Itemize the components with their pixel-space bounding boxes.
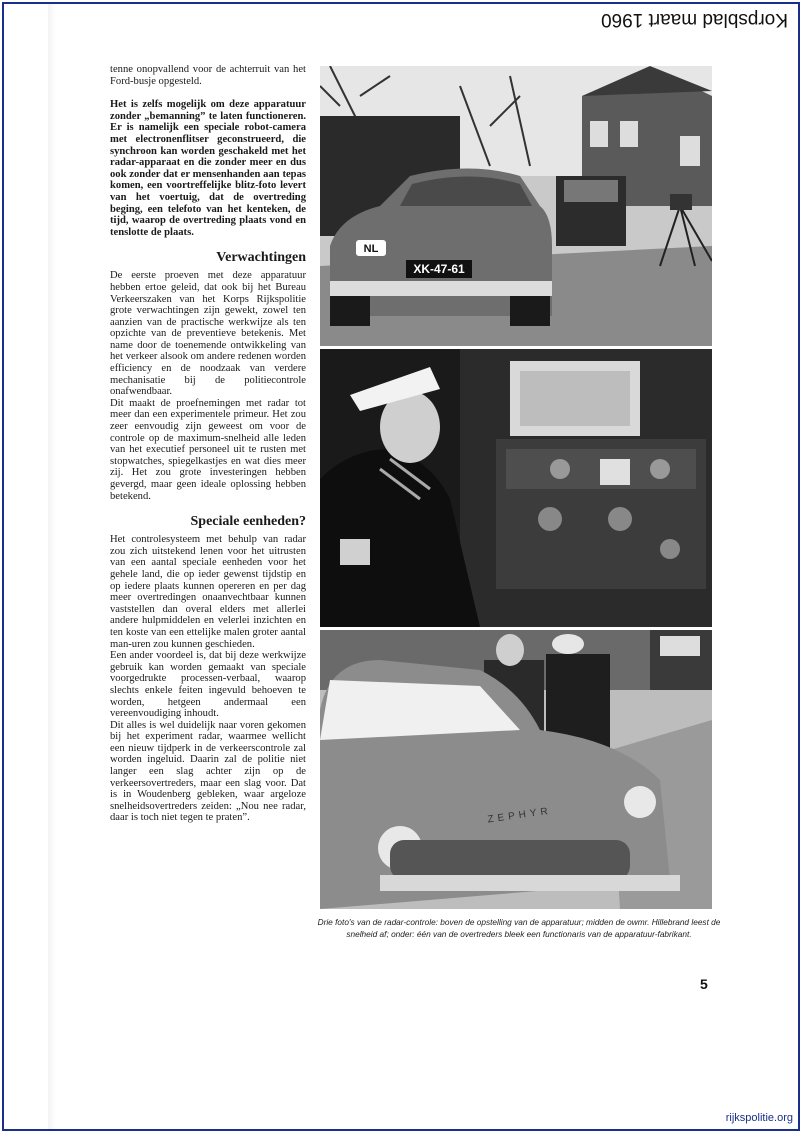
paragraph-4: Een ander voordeel is, dat bij deze werkwijze gebruik kan worden gemaakt van speciale voorgedrukte processen-verbaal, waarop slechts enkele feiten ingevuld behoeven te worden, hetgeen andermaal een vereenvoudiging inhoudt.: [110, 650, 306, 720]
paragraph-2: Dit maakt de proefnemingen met radar tot meer dan een experimentele primeur. Het zou zeer eenvoudig zijn geweest om voor de controle op de maximum-snelheid alle leden van het executief personeel uit te rusten met stopwatches, spiegelkastjes en wat dies meer zij. Het zou grote investeringen hebben gevergd, maar geen ideale oplossing hebben betekend.: [110, 397, 306, 502]
paragraph-5: Dit alles is wel duidelijk naar voren gekomen bij het experiment radar, waarmee wellicht een nieuw tijdperk in de verkeerscontrole zal worden ingeluid. Daarin zal de politie niet langer een slag achter zijn op de verkeersovertreders, maar een slag voor. Dat is in Woudenberg gebleken, waar argeloze snelheidsovertreders zeiden: „Nou nee radar, daar is toch niet tegen te praten”.: [110, 719, 306, 824]
paragraph-1: De eerste proeven met deze apparatuur hebben ertoe geleid, dat ook bij het Bureau Verkeerszaken van het Korps Rijkspolitie grote verwachtingen zijn gewekt, zowel ten aanzien van de practische werkwijze als ten opzichte van de preventieve betekenis. Met name door de toenemende ontwikkeling van het verkeer alsook om andere redenen worden efficiency en de noodzaak van verdere mechanisatie bij de politiecontrole onafwendbaar.: [110, 270, 306, 398]
watermark[interactable]: rijkspolitie.org: [723, 1111, 796, 1125]
paragraph-bold: Het is zelfs mogelijk om deze apparatuur zonder „bemanning” te laten functioneren. Er is namelijk een speciale robot-camera met electronenflitser geconstrueerd, die synchroon kan worden geschakeld met het radar-apparaat en die zonder meer en dus ook zonder dat er mensenhanden aan tepas komen, een voortreffelijke blitz-foto levert van het voertuig, dat de overtreding beging, een telefoto van het kenteken, de tijd, waarop de overtreding plaats vond en tenslotte de plaats.: [110, 99, 306, 238]
rotated-header: Korpsblad maart 1960: [601, 9, 788, 30]
page-fold-shadow: [48, 4, 56, 1129]
photo-caption: Drie foto's van de radar-controle: boven de opstelling van de apparatuur; midden de owmr. Hillebrand leest de snelheid af; onder: één van de overtreders bleek een functionaris van de apparatuur-fabrikant.: [317, 917, 721, 939]
page-number: 5: [700, 976, 708, 992]
paragraph-3: Het controlesysteem met behulp van radar zou zich uitstekend lenen voor het uitrusten van een aantal speciale eenheden voor het gehele land, die op ieder gewenst tijdstip en op iedere plaats kunnen opereren en per dag meer overtredingen onaanvechtbaar kunnen vaststellen dan overal elders met allerlei andere hulpmiddelen en velerlei inzichten en ten koste van een ettelijke malen groter aantal man-uren zou kunnen geschieden.: [110, 534, 306, 650]
country-plate: NL: [363, 243, 379, 255]
photo-radar-setup: [320, 66, 712, 346]
paragraph-intro: tenne onopvallend voor de achterruit van het Ford-busje opgesteld.: [110, 64, 306, 87]
photo-officer-radar: [320, 349, 712, 627]
article-column: [110, 64, 306, 824]
license-plate: XK-47-61: [413, 262, 465, 276]
photo-zephyr-stop: [320, 630, 712, 909]
zephyr-badge: ZEPHYR: [486, 805, 553, 826]
heading-verwachtingen: Verwachtingen: [216, 250, 306, 266]
heading-speciale-eenheden: Speciale eenheden?: [190, 514, 306, 530]
